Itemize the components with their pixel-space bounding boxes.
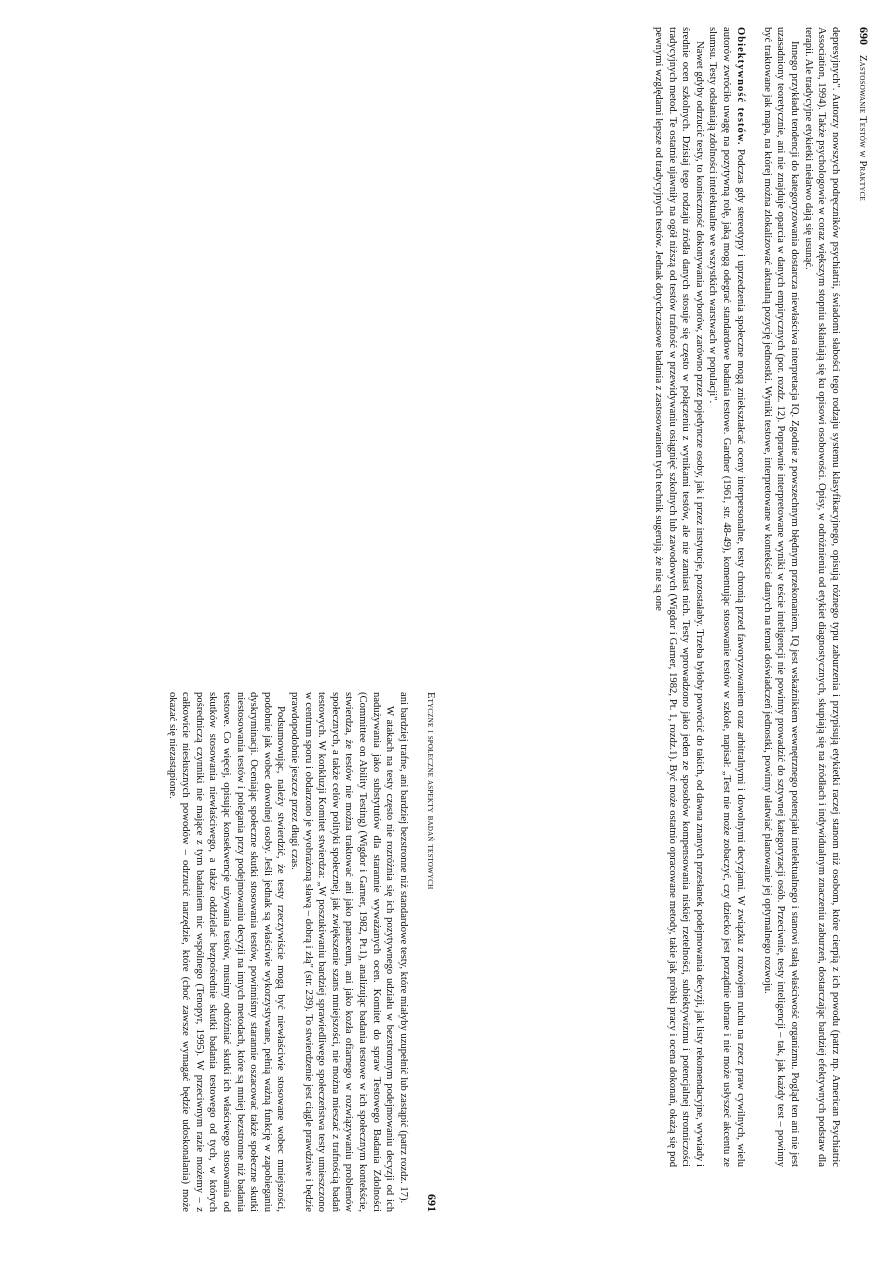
- paragraph-3: Podsumowując, należy stwierdzić, że testy rzeczywiście mogą być niewłaściwie stosowane wobec mniejszości, podobnie jak wobec dowolnej osoby. Jeśli jednak są właściwie wykorzystywane, pełnią ważną funkcję w zapobieganiu dyskryminacji. Oceniając społeczne skutki stosowania testów, powinniśmy starannie oszacować także społeczne skutki niestosowania testów i polegania przy podejmowaniu decyzji na innych metodach, które są mniej bezstronne niż badania testowe. Co więcej, opisując konsekwencje używania testów, musimy odróżniać skutki ich właściwego stosowania od skutków stosowania niewłaściwego, a także oddzielać bezpośrednie skutki badania testowego od tych, w których pośredniczą czynniki nie mające z tym badaniem nic wspólnego (Tenopyr, 1995). W przeciwnym razie możemy – z całkowicie niesłusznych powodów – odrzucić narzędzie, które (choć zawsze wymagać będzie udoskonalania) może okazać się niezastąpione.: [166, 692, 287, 1212]
- running-head: Zastosowanie Testów w Praktyce: [857, 55, 868, 202]
- paragraph-1: depresyjnych". Autorzy nowszych podręczników psychiatrii, świadomi słabości tego rodzaju systemu klasyfikacyjnego, opisują różnego typu zaburzenia i przypisują etykietki raczej stanom niż osobom, które cierpią z ich powodu (patrz np. American Psychiatric Association, 1994). Także psychologowie w coraz większym stopniu skłaniają się ku opisowi osobowości. Opisy, w odróżnieniu od etykiet diagnostycznych, skupiają się na źródłach i indywidualnym znaczeniu zaburzeń, dostarczając bardziej efektywnych podstaw dla terapii. Ale tradycyjne etykietki niełatwo dają się usunąć.: [802, 27, 841, 1167]
- running-head: Etyczne i społeczne aspekty badań testowych: [425, 692, 436, 890]
- section-term: Obiektywność testów.: [734, 27, 746, 146]
- paragraph-2: Innego przykładu tendencji do kategoryzowania dostarcza niewłaściwa interpretacja IQ. Zgodnie z powszechnym błędnym przekonaniem, IQ jest wskaźnikiem wewnętrznego potencjału intelektualnego i stanowi stałą właściwość organizmu. Pogląd ten ani nie jest uzasadniony teoretycznie, ani nie znajduje oparcia w danych empirycznych (por. rozdz. 12). Poprawnie interpretowane wyniki w teście inteligencji nie powinny prowadzić do sztywnej kategoryzacji osób. Przeciwnie, testy inteligencji – tak, jak każdy test – powinny być traktowane jak mapa, na której można zlokalizować aktualną pozycję jednostki. Wyniki testowe, interpretowane w kontekście danych na temat doświadczeń jednostki, powinny ułatwiać planowanie jej optymalnego rozwoju.: [761, 27, 801, 1167]
- left-page-header: [855, 27, 870, 1167]
- page-number: 691: [425, 1194, 439, 1212]
- paragraph-2: W atakach na testy często nie rozróżnia się ich pozytywnego udziału w bezstronnym podejmowaniu decyzji od ich nadużywania jako substytutów dla starannie wyważanych ocen. Komitet do spraw Testowego Badania Zdolności (Committee on Ability Testing) (Wigdor i Garner, 1982, Pt.1), analizując badania testowe w ich społecznym kontekście, stwierdza, że testów nie można traktować ani jako panaceum, ani jako kozła ofiarnego w rozwiązywaniu problemów społecznych, a także celów polityki społecznej, jak zwiększenie szans mniejszości, nie można mieszać z trafnością badań testowych. W konkluzji Komitet stwierdza: „W poszukiwaniu bardziej sprawiedliwego społeczeństwa testy umieszczono w centrum sporu i obdarzono je wyobrażoną sławą – dobrą i złą" (str. 239). To stwierdzenie jest ciągle prawdziwe i będzie prawdopodobnie jeszcze przez długi czas.: [289, 692, 396, 1212]
- section-text: Podczas gdy stereotypy i uprzedzenia społeczne mogą zniekształcać oceny interpersonalne, testy chronią przed faworyzowaniem oraz arbitralnymi i dowolnymi decyzjami. W związku z rozwojem ruchu na rzecz praw cywilnych, wielu autorów zwróciło uwagę na pozytywną rolę, jaką mogą odegrać standardowe badania testowe. Gardner (1961, str. 48-49), komentując stosowanie testów w szkole, napisał: „Test nie może zobaczyć, czy dziecko jest porządnie ubrane i nie może usłyszeć akcentu ze slumsu. Testy odsłaniają zdolności intelektualne we wszystkich warstwach w populacji".: [707, 27, 746, 1167]
- right-page: [165, 692, 438, 1212]
- section-paragraph: [706, 27, 747, 1167]
- paragraph-1: ani bardziej trafne, ani bardziej bezstronne niż standardowe testy, które miałyby uzupełnić lub zastąpić (patrz rozdz. 17).: [397, 692, 409, 1204]
- page-number: 690: [857, 27, 871, 45]
- left-page: [652, 27, 871, 1167]
- right-page-header: [423, 692, 438, 1212]
- paragraph-last: Nawet gdyby odrzucić testy, to konieczność dokonywania wyborów, zarówno przez pojedyncze osoby, jak i przez instytucje, pozostałaby. Trzeba byłoby powrócić do takich, od dawna znanych przesłanek podejmowania decyzji, jak listy rekomendacyjne, wywiady i średnie ocen szkolnych. Dzisiaj tego rodzaju źródła danych stosuje się często w połączeniu z wynikami testów, ale nie zamiast nich. Testy wprowadzono jako jeden ze sposobów kompensowania niskiej rzetelności, subiektywizmu i potencjalnej stronniczości tradycyjnych metod. Te ostatnie ujawniły na ogół niższą od testów trafność w przewidywaniu osiągnięć szkolnych lub zawodowych (Wigdor i Garner, 1982, Pt. 1, rozdz.1). Być może ostatnio opracowane metody, takie jak próbki pracy i ocena dokonań, okażą się pod pewnymi względami lepsze od tradycyjnych testów. Jednak dotychczasowe badania z zastosowaniem tych technik sugerują, że nie są one: [653, 27, 705, 1167]
